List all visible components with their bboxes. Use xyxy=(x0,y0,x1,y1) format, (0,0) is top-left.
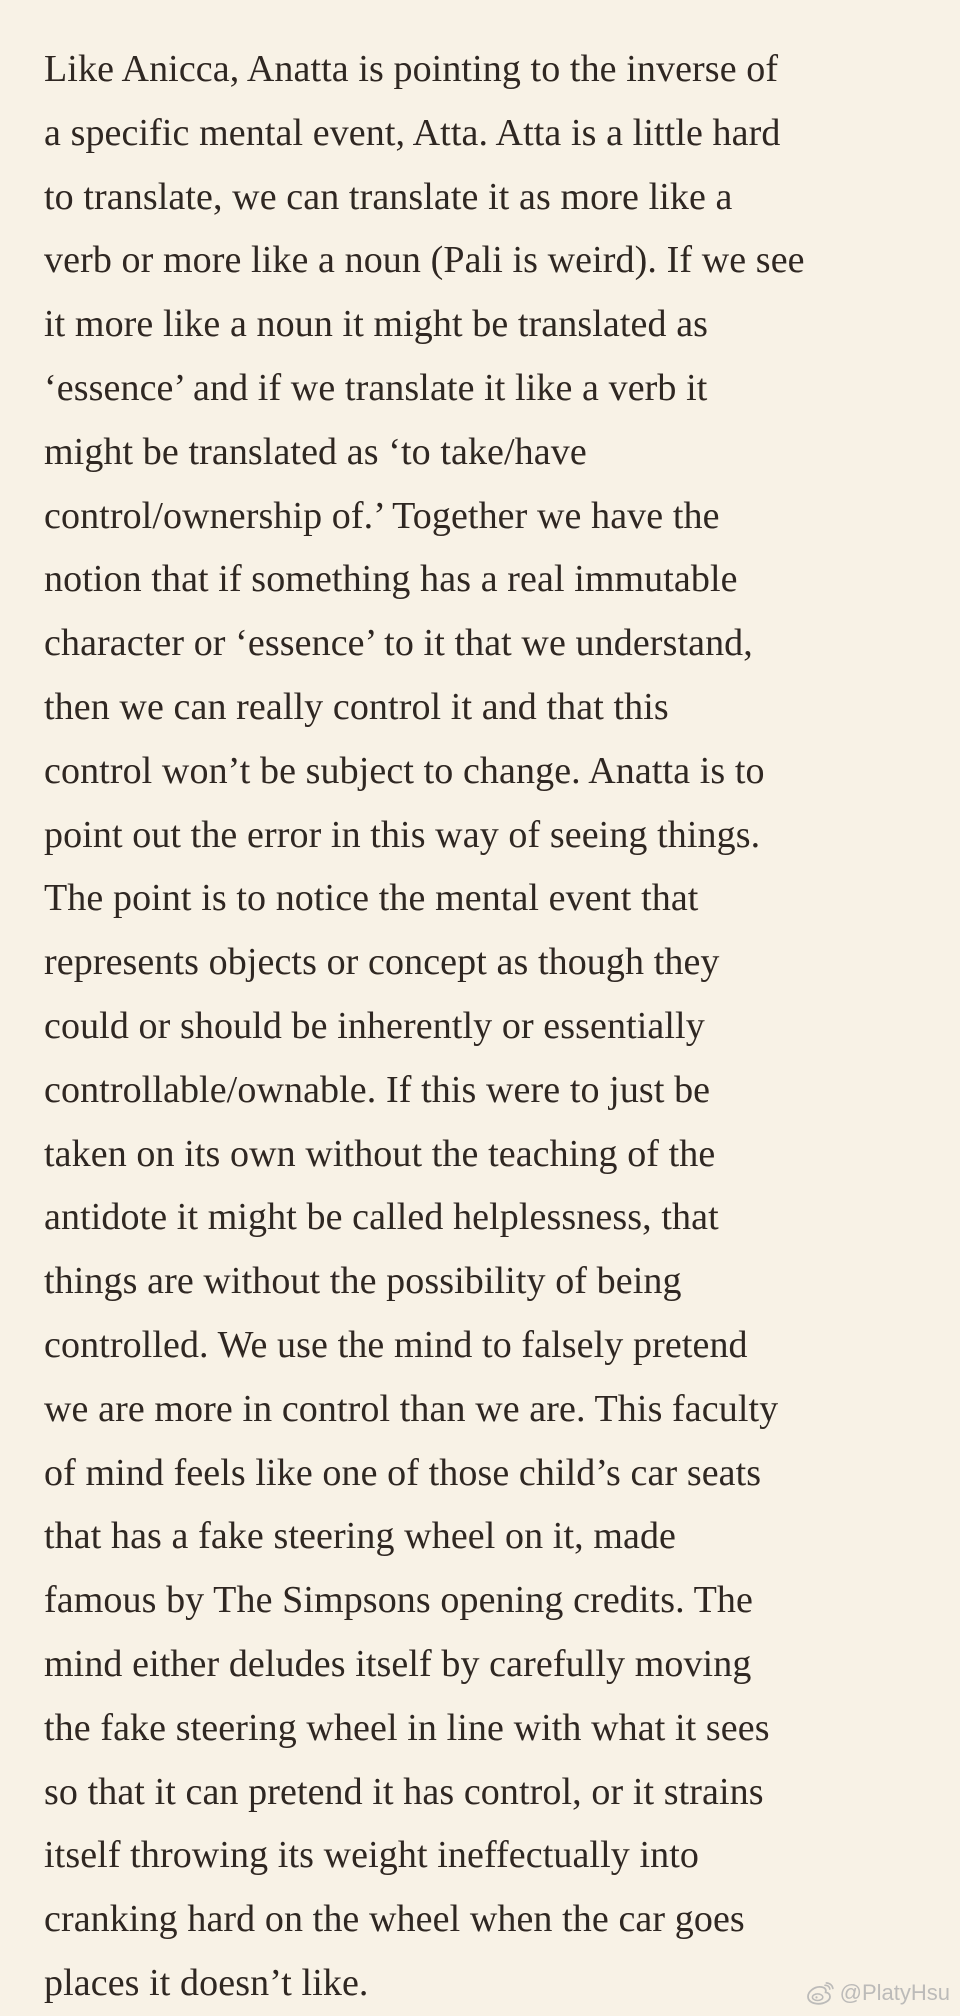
text-line: a specific mental event, Atta. Atta is a little hard xyxy=(44,111,781,154)
text-line: we are more in control than we are. This faculty xyxy=(44,1387,779,1430)
article-body xyxy=(44,38,932,2016)
text-line: could or should be inherently or essentially xyxy=(44,1004,705,1047)
text-line: represents objects or concept as though they xyxy=(44,941,720,984)
text-line: things are without the possibility of being xyxy=(44,1260,682,1303)
text-line: so that it can pretend it has control, or it strains xyxy=(44,1770,764,1813)
text-line: taken on its own without the teaching of the xyxy=(44,1132,716,1175)
text-line: controllable/ownable. If this were to just be xyxy=(44,1068,711,1111)
text-line: Like Anicca, Anatta is pointing to the inverse of xyxy=(44,48,779,90)
text-line: places it doesn’t like. xyxy=(44,1961,369,2004)
text-line: point out the error in this way of seeing things. xyxy=(44,813,761,856)
text-line: antidote it might be called helplessness, that xyxy=(44,1196,719,1239)
text-line: control won’t be subject to change. Anatta is to xyxy=(44,749,765,792)
text-line: verb or more like a noun (Pali is weird). If we see xyxy=(44,239,805,282)
text-line: ‘essence’ and if we translate it like a verb it xyxy=(44,366,708,409)
text-line: cranking hard on the wheel when the car goes xyxy=(44,1898,745,1941)
text-line: The point is to notice the mental event that xyxy=(44,877,699,920)
weibo-logo-icon xyxy=(804,1981,834,2005)
text-line: to translate, we can translate it as more like a xyxy=(44,175,733,218)
watermark-text: @PlatyHsu xyxy=(839,1980,950,2005)
text-line: controlled. We use the mind to falsely pretend xyxy=(44,1323,748,1366)
text-line: famous by The Simpsons opening credits. The xyxy=(44,1579,753,1622)
text-line: it more like a noun it might be translated as xyxy=(44,303,709,346)
text-line: might be translated as ‘to take/have xyxy=(44,430,587,473)
text-line: the fake steering wheel in line with what it sees xyxy=(44,1706,770,1749)
text-line: mind either deludes itself by carefully moving xyxy=(44,1642,752,1685)
text-line: itself throwing its weight ineffectually into xyxy=(44,1834,699,1877)
text-line: notion that if something has a real immutable xyxy=(44,558,738,601)
text-line: that has a fake steering wheel on it, made xyxy=(44,1515,677,1558)
watermark xyxy=(804,1980,950,2006)
text-line: control/ownership of.’ Together we have the xyxy=(44,494,720,537)
text-line: character or ‘essence’ to it that we understand, xyxy=(44,622,753,665)
text-line: of mind feels like one of those child’s car seats xyxy=(44,1451,762,1494)
text-line: then we can really control it and that this xyxy=(44,685,669,728)
